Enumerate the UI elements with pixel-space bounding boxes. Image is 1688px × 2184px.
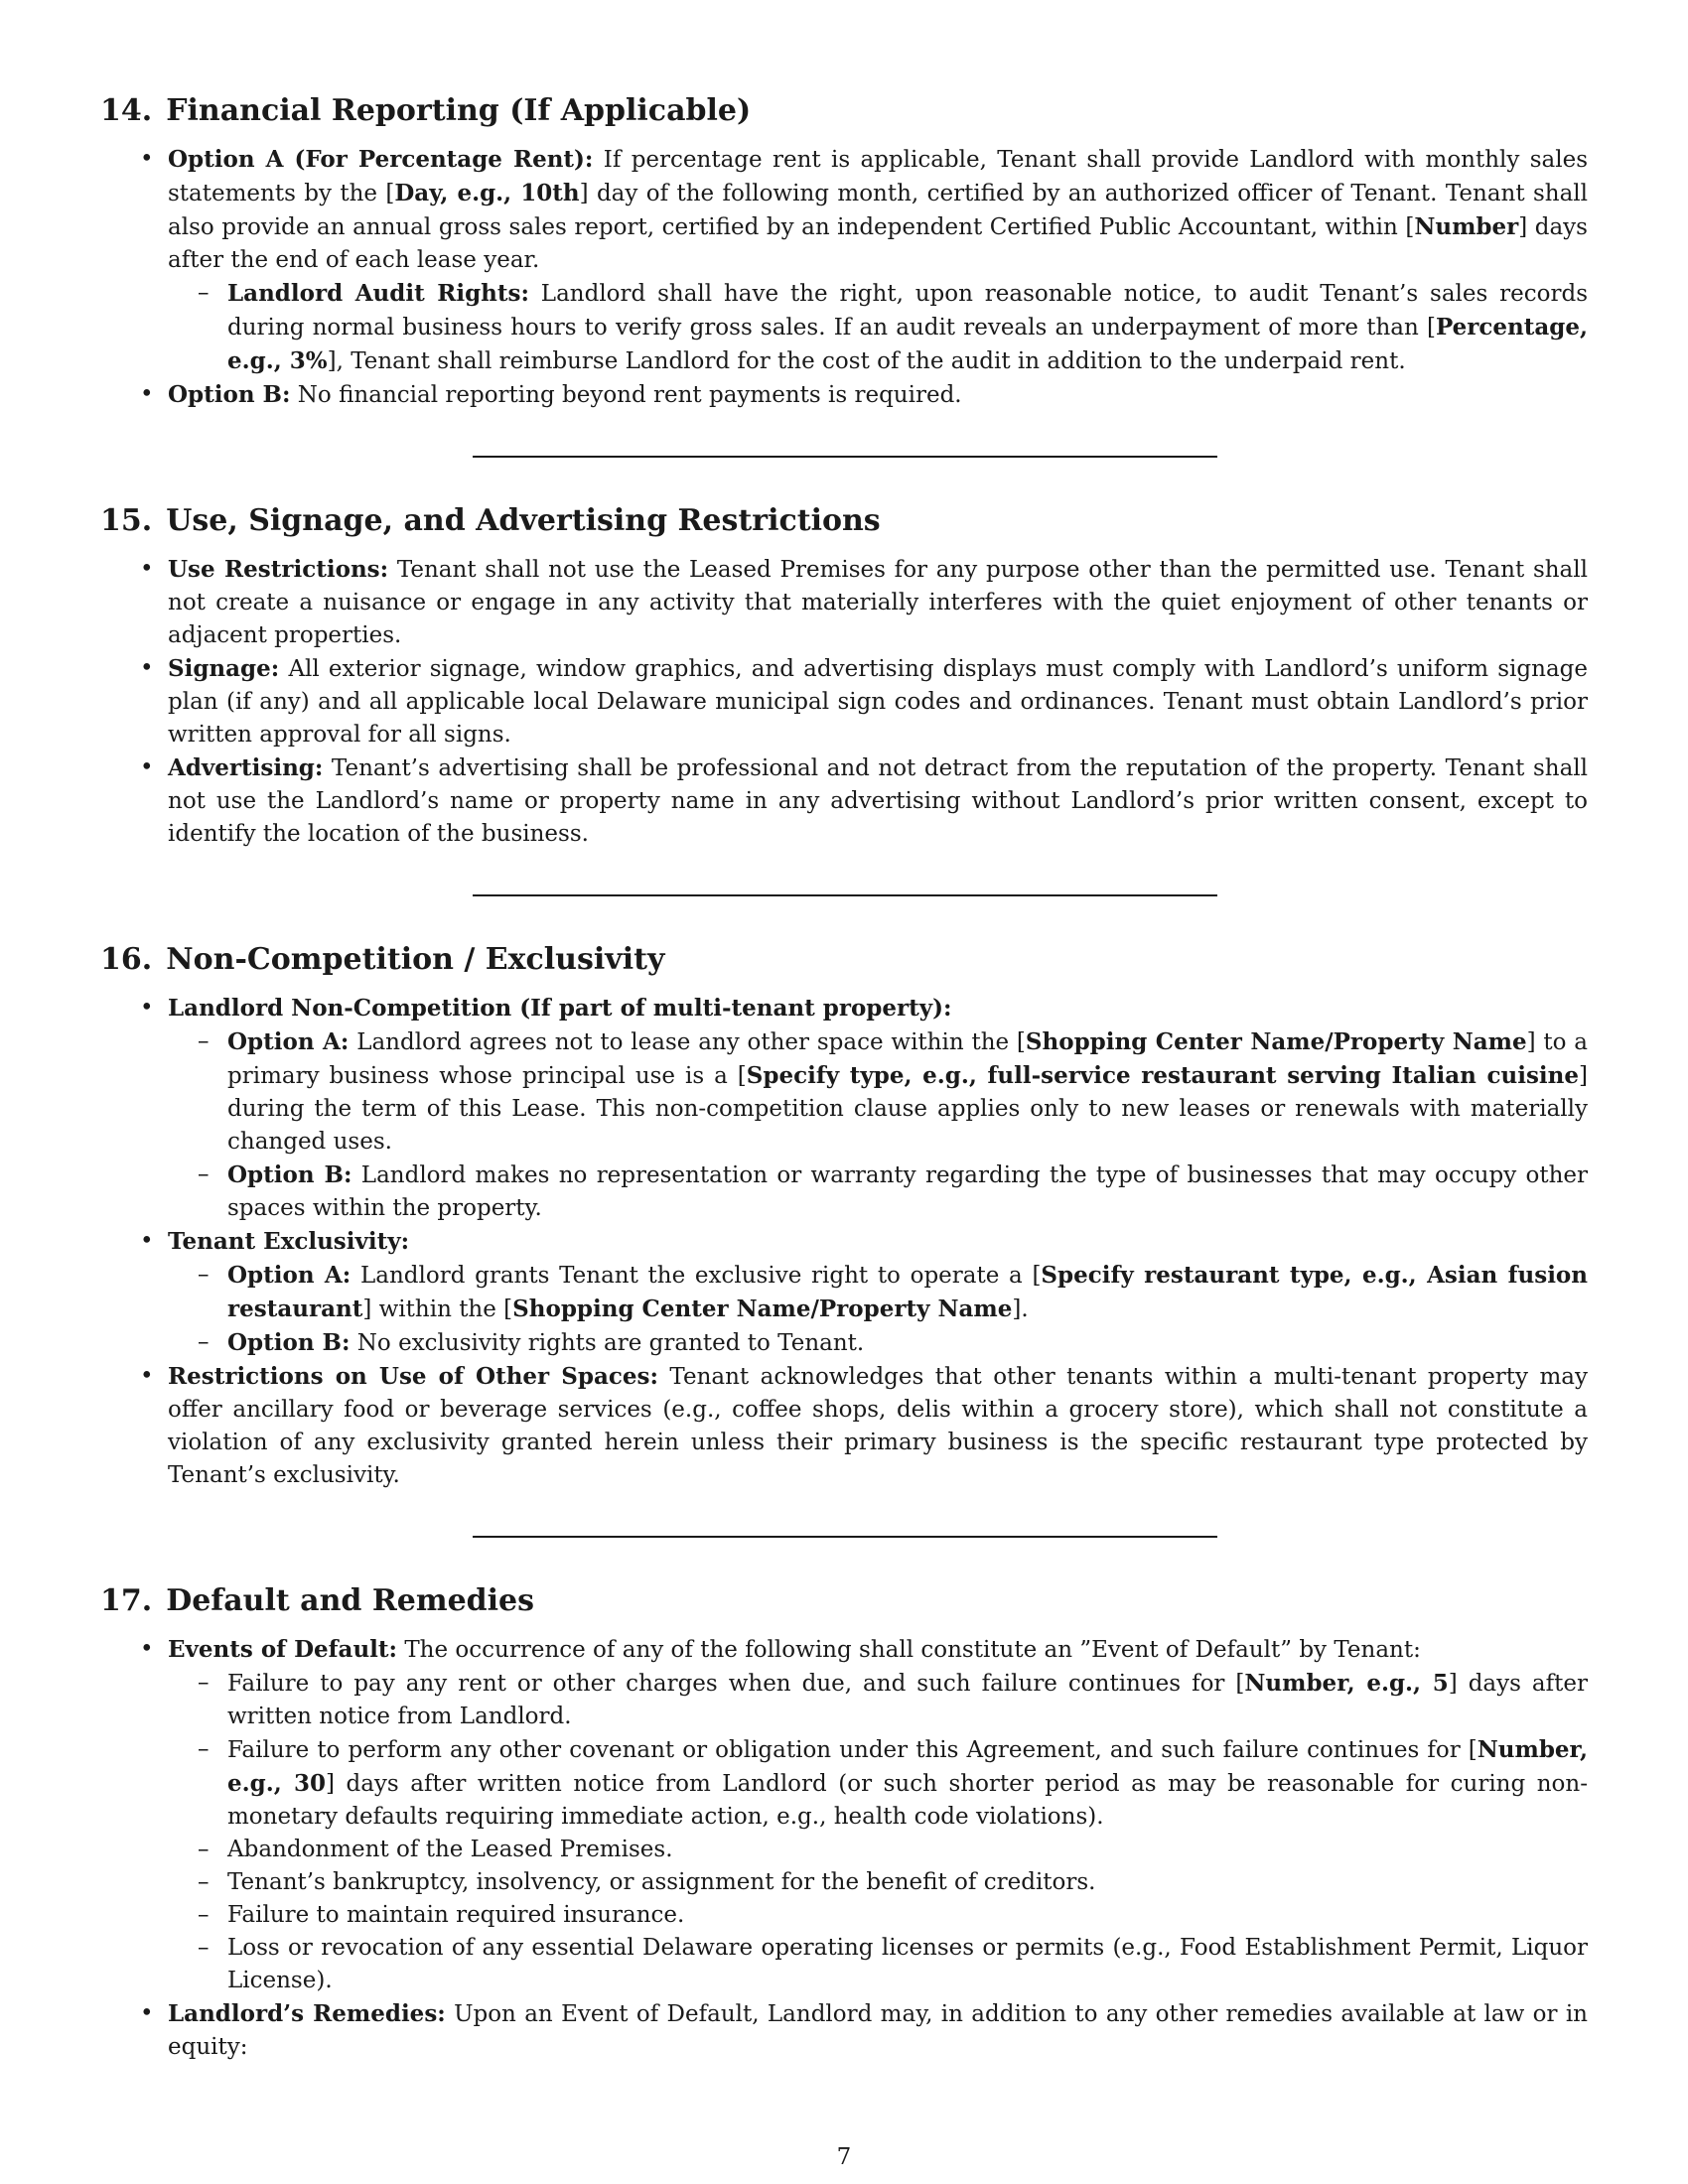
item-text: ] days after written notice from Landlord. <box>227 1671 1588 1729</box>
sub-list <box>168 1025 1588 1225</box>
item-text: Landlord makes no representation or warranty regarding the type of businesses that may occupy other spaces within the property. <box>227 1162 1589 1221</box>
sub-list <box>168 1667 1588 1997</box>
item-text: Abandonment of the Leased Premises. <box>227 1837 673 1862</box>
sub-item <box>227 277 1588 378</box>
item-lead: Option A: <box>227 1262 352 1289</box>
placeholder-field: Day, e.g., 10th <box>394 180 580 206</box>
section-heading <box>100 1581 1588 1621</box>
bullet-list <box>100 992 1588 1492</box>
item-text: Landlord agrees not to lease any other space within the [ <box>349 1029 1026 1055</box>
section-14 <box>100 91 1588 412</box>
item-text: ]. <box>1012 1297 1029 1322</box>
sub-item <box>227 1326 1588 1360</box>
section-heading <box>100 91 1588 131</box>
item-lead: Advertising: <box>168 754 324 781</box>
item-lead: Landlord Non-Competition (If part of multi-tenant property): <box>168 995 952 1022</box>
list-item <box>168 751 1588 851</box>
item-lead: Landlord Audit Rights: <box>227 280 529 307</box>
item-text: ] day of the following month, certified by an authorized officer of Tenant. Tenant shall also provide an annual gross sales report, certified by an independent Certified Public Accountant, within [ <box>168 181 1589 240</box>
item-text: ], Tenant shall reimburse Landlord for the cost of the audit in addition to the underpaid rent. <box>327 348 1406 374</box>
item-text: The occurrence of any of the following shall constitute an ”Event of Default” by Tenant: <box>397 1637 1421 1663</box>
section-heading <box>100 940 1588 980</box>
list-item <box>168 1997 1588 2064</box>
section-16 <box>100 940 1588 1492</box>
item-lead: Option B: <box>168 381 291 408</box>
list-item <box>168 992 1588 1225</box>
sub-item <box>227 1159 1588 1225</box>
item-lead: Landlord’s Remedies: <box>168 2000 446 2027</box>
list-item <box>168 652 1588 751</box>
sub-item <box>227 1025 1588 1159</box>
page-number: 7 <box>836 2144 852 2170</box>
section-number: 14. <box>100 93 153 128</box>
sub-item <box>227 1667 1588 1733</box>
placeholder-field: Number <box>1414 213 1519 240</box>
document-page <box>100 91 1588 2064</box>
item-text: ] to a primary business whose principal use is a [ <box>227 1029 1588 1089</box>
placeholder-field: Percentage, e.g., 3% <box>227 314 1588 374</box>
sub-item <box>227 1834 1588 1866</box>
item-lead: Tenant Exclusivity: <box>168 1228 410 1255</box>
item-text: ] days after the end of each lease year. <box>168 214 1588 273</box>
item-text: ] within the [ <box>362 1297 513 1322</box>
item-lead: Option B: <box>227 1161 352 1188</box>
placeholder-field: Number, e.g., 30 <box>227 1736 1588 1797</box>
item-text: Landlord grants Tenant the exclusive right to operate a [ <box>351 1263 1042 1289</box>
section-title: Use, Signage, and Advertising Restrictions <box>166 503 881 538</box>
sub-item <box>227 1866 1588 1899</box>
section-15 <box>100 501 1588 851</box>
item-text: Upon an Event of Default, Landlord may, in addition to any other remedies available at law or in equity: <box>168 2001 1588 2060</box>
placeholder-field: Shopping Center Name/Property Name <box>512 1296 1013 1322</box>
sub-list <box>168 277 1588 378</box>
sub-item <box>227 1259 1588 1326</box>
bullet-list <box>100 143 1588 412</box>
list-item <box>168 1633 1588 1997</box>
item-lead: Signage: <box>168 655 280 682</box>
bullet-list <box>100 553 1588 851</box>
item-lead: Option A (For Percentage Rent): <box>168 146 594 173</box>
section-title: Financial Reporting (If Applicable) <box>166 93 752 128</box>
section-title: Non-Competition / Exclusivity <box>166 942 665 977</box>
section-number: 16. <box>100 942 153 977</box>
item-text: Failure to pay any rent or other charges when due, and such failure continues for [ <box>227 1671 1245 1697</box>
section-divider <box>473 894 1217 896</box>
item-lead: Events of Default: <box>168 1636 398 1663</box>
item-text: No exclusivity rights are granted to Tenant. <box>350 1330 865 1356</box>
section-divider <box>473 456 1217 458</box>
list-item <box>168 553 1588 652</box>
section-heading <box>100 501 1588 541</box>
list-item <box>168 1225 1588 1360</box>
sub-list <box>168 1259 1588 1360</box>
section-number: 15. <box>100 503 153 538</box>
item-lead: Use Restrictions: <box>168 556 389 583</box>
placeholder-field: Specify restaurant type, e.g., Asian fusion restaurant <box>227 1262 1588 1322</box>
bullet-list <box>100 1633 1588 2064</box>
item-text: All exterior signage, window graphics, and advertising displays must comply with Landlord’s uniform signage plan (if any) and all applicable local Delaware municipal sign codes and ordinances. Tenant must obtain Landlord’s prior written approval for all signs. <box>168 656 1588 748</box>
list-item <box>168 1360 1588 1492</box>
placeholder-field: Number, e.g., 5 <box>1244 1670 1449 1697</box>
item-lead: Option B: <box>227 1329 351 1356</box>
section-number: 17. <box>100 1583 153 1618</box>
item-text: No financial reporting beyond rent payments is required. <box>290 382 962 408</box>
item-text: Loss or revocation of any essential Delaware operating licenses or permits (e.g., Food Establishment Permit, Liquor License). <box>227 1935 1588 1993</box>
item-text: ] during the term of this Lease. This non-competition clause applies only to new leases or renewals with materially changed uses. <box>227 1063 1588 1155</box>
sub-item <box>227 1932 1588 1997</box>
list-item <box>168 378 1588 412</box>
section-title: Default and Remedies <box>166 1583 535 1618</box>
item-text: Failure to perform any other covenant or obligation under this Agreement, and such failure continues for [ <box>227 1737 1477 1763</box>
sub-item <box>227 1733 1588 1834</box>
item-text: Tenant’s advertising shall be professional and not detract from the reputation of the property. Tenant shall not use the Landlord’s name or property name in any advertising without Landlord’s prior written consent, except to identify the location of the business. <box>168 755 1588 847</box>
item-text: Landlord shall have the right, upon reasonable notice, to audit Tenant’s sales records during normal business hours to verify gross sales. If an audit reveals an underpayment of more than [ <box>227 281 1588 341</box>
list-item <box>168 143 1588 378</box>
item-text: ] days after written notice from Landlord (or such shorter period as may be reasonable for curing non-monetary defaults requiring immediate action, e.g., health code violations). <box>227 1771 1588 1830</box>
placeholder-field: Specify type, e.g., full-service restaurant serving Italian cuisine <box>746 1062 1580 1089</box>
item-text: Tenant shall not use the Leased Premises for any purpose other than the permitted use. Tenant shall not create a nuisance or engage in any activity that materially interferes with the quiet enjoyment of other tenants or adjacent properties. <box>168 557 1588 648</box>
placeholder-field: Shopping Center Name/Property Name <box>1025 1028 1527 1055</box>
item-lead: Restrictions on Use of Other Spaces: <box>168 1363 658 1390</box>
section-divider <box>473 1536 1217 1538</box>
item-text: Tenant acknowledges that other tenants within a multi-tenant property may offer ancillary food or beverage services (e.g., coffee shops, delis within a grocery store), which shall not constitute a violation of any exclusivity granted herein unless their primary business is the specific restaurant type protected by Tenant’s exclusivity. <box>168 1364 1588 1488</box>
item-text: Tenant’s bankruptcy, insolvency, or assignment for the benefit of creditors. <box>227 1869 1096 1895</box>
item-text: Failure to maintain required insurance. <box>227 1902 685 1928</box>
sub-item <box>227 1899 1588 1932</box>
section-17 <box>100 1581 1588 2064</box>
item-lead: Option A: <box>227 1028 350 1055</box>
item-text: If percentage rent is applicable, Tenant shall provide Landlord with monthly sales statements by the [ <box>168 147 1589 206</box>
